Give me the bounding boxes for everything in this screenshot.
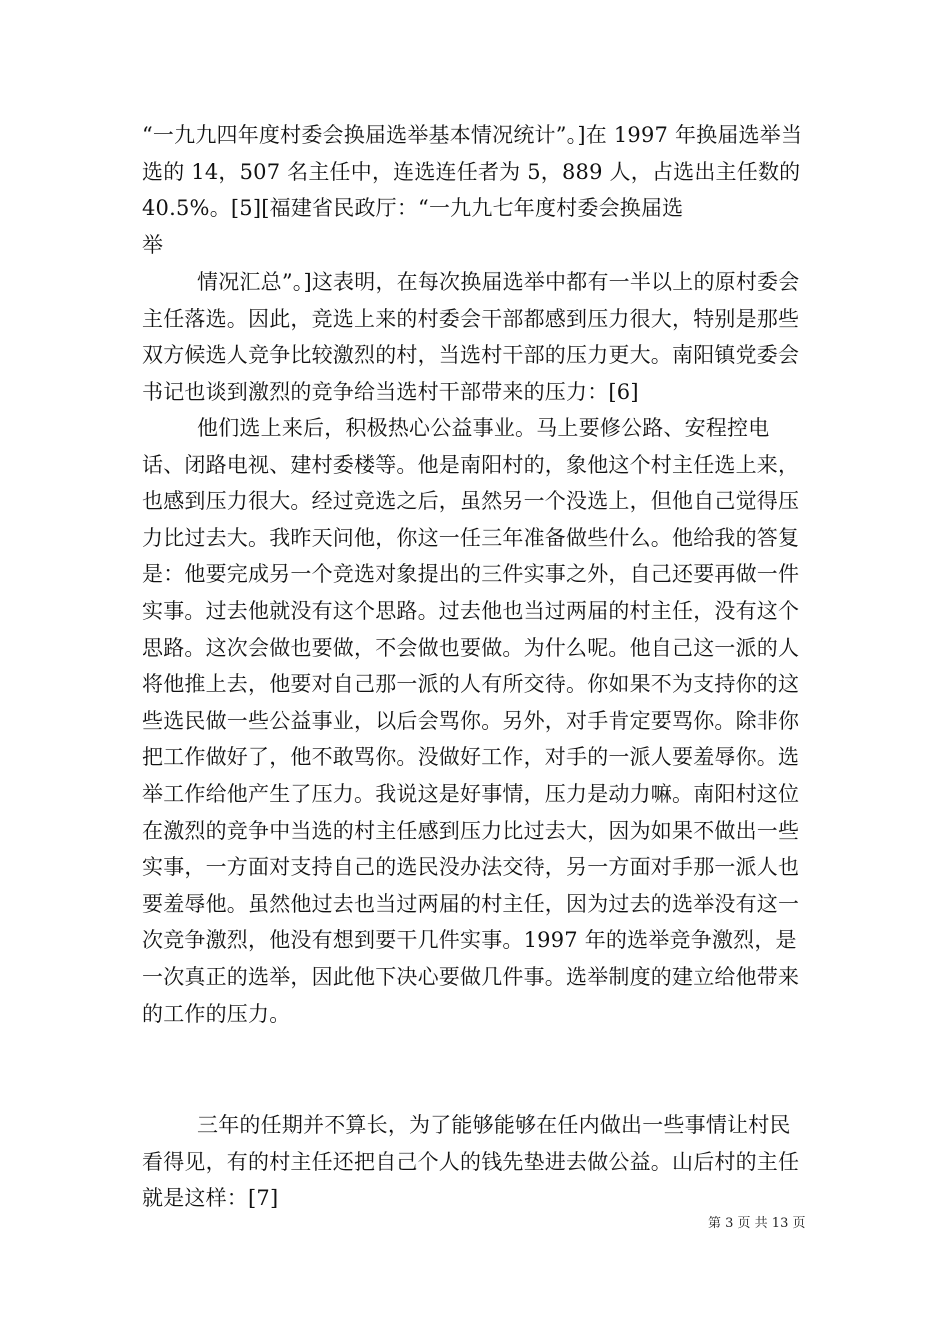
- page-number-footer: 第 3 页 共 13 页: [708, 1216, 806, 1231]
- paragraph-statistics: “一九九四年度村委会换届选举基本情况统计”。]在 1997 年换届选举当选的 14，507 名主任中，连选连任者为 5，889 人，占选出主任数的 40.5%。[5][福建省民政厅：“一九九七年度村委会换届选 举: [142, 123, 803, 257]
- paragraph-interview-quote: 他们选上来后，积极热心公益事业。马上要修公路、安程控电话、闭路电视、建村委楼等。他是南阳村的，象他这个村主任选上来，也感到压力很大。经过竞选之后，虽然另一个没选上，但他自己觉得压力比过去大。我昨天问他，你这一任三年准备做些什么。他给我的答复是：他要完成另一个竞选对象提出的三件实事之外，自己还要再做一件实事。过去他就没有这个思路。过去他也当过两届的村主任，没有这个思路。这次会做也要做，不会做也要做。为什么呢。他自己这一派的人将他推上去，他要对自己那一派的人有所交待。你如果不为支持你的这些选民做一些公益事业，以后会骂你。另外，对手肯定要骂你。除非你把工作做好了，他不敢骂你。没做好工作，对手的一派人要羞辱你。选举工作给他产生了压力。我说这是好事情，压力是动力嘛。南阳村这位在激烈的竞争中当选的村主任感到压力比过去大，因为如果不做出一些实事，一方面对支持自己的选民没办法交待，另一方面对手那一派人也要羞辱他。虽然他过去也当过两届的村主任，因为过去的选举没有这一次竞争激烈，他没有想到要干几件实事。1997 年的选举竞争激烈，是一次真正的选举，因此他下决心要做几件事。选举制度的建立给他带来的工作的压力。: [142, 416, 800, 1026]
- paragraph-summary: 情况汇总”。]这表明，在每次换届选举中都有一半以上的原村委会主任落选。因此，竞选上来的村委会干部都感到压力很大，特别是那些双方候选人竞争比较激烈的村，当选村干部的压力更大。南阳镇党委会书记也谈到激烈的竞争给当选村干部带来的压力：[6]: [142, 270, 800, 404]
- paragraph-term-length: 三年的任期并不算长，为了能够能够在任内做出一些事情让村民看得见，有的村主任还把自己个人的钱先垫进去做公益。山后村的主任就是这样：[7]: [142, 1113, 800, 1211]
